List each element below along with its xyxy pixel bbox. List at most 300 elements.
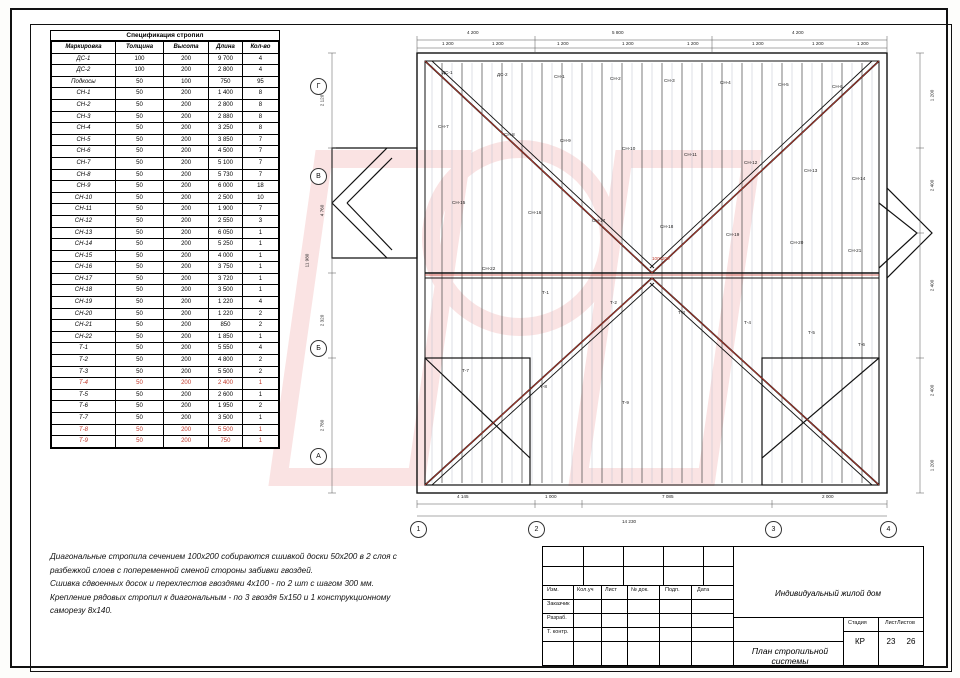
spec-cell: 50	[115, 297, 163, 309]
spec-cell: ДС-1	[52, 53, 116, 65]
dim-top-sub-6: 1 200	[752, 41, 764, 46]
spec-cell: 200	[164, 389, 209, 401]
member-label: СН-5	[778, 82, 789, 87]
spec-cell: СН-22	[52, 331, 116, 343]
table-row	[52, 123, 279, 135]
stamp-col-2	[601, 585, 602, 665]
note-line-1: Диагональные стропила сечением 100х200 собираются сшивкой доски 50х200 в 2 слоя с	[50, 552, 397, 561]
stamp-right-divider-3	[733, 641, 843, 642]
spec-cell: 1	[242, 436, 278, 448]
spec-cell: 50	[115, 378, 163, 390]
specification-table	[50, 30, 280, 449]
spec-cell: 5 500	[209, 424, 243, 436]
spec-cell: СН-1	[52, 88, 116, 100]
spec-cell: 1	[242, 273, 278, 285]
stamp-divider-4	[543, 627, 733, 628]
spec-cell: 1	[242, 262, 278, 274]
table-row	[52, 355, 279, 367]
spec-cell: 750	[209, 76, 243, 88]
stamp-row-developer: Разраб.	[547, 615, 567, 621]
spec-cell: СН-15	[52, 250, 116, 262]
spec-cell: 5 730	[209, 169, 243, 181]
spec-cell: 200	[164, 53, 209, 65]
axis-label-A: А	[310, 448, 327, 465]
roof-framing-plan	[292, 28, 942, 538]
spec-col-length: Длина	[209, 42, 243, 54]
spec-cell: 100	[115, 65, 163, 77]
spec-cell: 50	[115, 134, 163, 146]
stamp-col-1	[573, 585, 574, 665]
spec-cell: 4 500	[209, 146, 243, 158]
spec-cell: 1	[242, 239, 278, 251]
spec-cell: 50	[115, 320, 163, 332]
dim-right-5: 1 200	[929, 459, 935, 472]
spec-cell: 50	[115, 308, 163, 320]
specification-header-row	[52, 42, 279, 54]
spec-cell: 100	[115, 53, 163, 65]
spec-cell: Т-7	[52, 413, 116, 425]
spec-cell: 7	[242, 169, 278, 181]
table-row	[52, 297, 279, 309]
spec-cell: 1	[242, 378, 278, 390]
member-label: СН-1	[554, 74, 565, 79]
dim-bottom-4: 2 000	[822, 494, 834, 499]
table-row	[52, 204, 279, 216]
spec-cell: 5 500	[209, 366, 243, 378]
member-label: СН-19	[726, 232, 740, 237]
spec-cell: 5 550	[209, 343, 243, 355]
table-row	[52, 424, 279, 436]
stamp-label-izm: Изм.	[547, 587, 559, 593]
stamp-row-customer: Заказчик	[547, 601, 570, 607]
table-row	[52, 239, 279, 251]
spec-cell: 50	[115, 273, 163, 285]
member-label: СН-7	[438, 124, 449, 129]
spec-cell: Подкосы	[52, 76, 116, 88]
roof-framing-svg	[292, 28, 942, 538]
spec-cell: 200	[164, 215, 209, 227]
member-label: СН-6	[832, 84, 843, 89]
sheet-frame	[10, 8, 948, 668]
spec-cell: 50	[115, 227, 163, 239]
spec-cell: Т-5	[52, 389, 116, 401]
table-row	[52, 134, 279, 146]
spec-cell: Т-3	[52, 366, 116, 378]
spec-cell: 1 850	[209, 331, 243, 343]
spec-col-height: Высота	[164, 42, 209, 54]
member-label: СН-13	[804, 168, 818, 173]
stamp-row-control: Т. контр.	[547, 629, 569, 635]
spec-cell: 200	[164, 99, 209, 111]
spec-cell: ДС-2	[52, 65, 116, 77]
stamp-label-list: Лист	[605, 587, 617, 593]
spec-cell: 7	[242, 204, 278, 216]
dim-top-sub-1: 1 200	[442, 41, 454, 46]
spec-cell: 50	[115, 215, 163, 227]
table-row	[52, 99, 279, 111]
member-label: СН-11	[684, 152, 697, 157]
spec-cell: 4	[242, 297, 278, 309]
spec-cell: СН-4	[52, 123, 116, 135]
spec-cell: 2	[242, 401, 278, 413]
spec-cell: 50	[115, 169, 163, 181]
member-label: ДС-1	[442, 70, 453, 75]
member-label: СН-10	[622, 146, 636, 151]
spec-cell: 200	[164, 355, 209, 367]
spec-cell: 1	[242, 250, 278, 262]
spec-cell: 1	[242, 389, 278, 401]
spec-cell: СН-7	[52, 157, 116, 169]
table-row	[52, 366, 279, 378]
spec-cell: 2 550	[209, 215, 243, 227]
dim-right-4: 2 400	[929, 384, 935, 397]
table-row	[52, 308, 279, 320]
stamp-label-koluch: Кол.уч	[577, 587, 594, 593]
dim-left-1: 2 120	[319, 94, 325, 107]
spec-cell: 200	[164, 308, 209, 320]
spec-cell: 2 600	[209, 389, 243, 401]
stamp-col-4	[659, 585, 660, 665]
spec-cell: Т-9	[52, 436, 116, 448]
spec-cell: 2 880	[209, 111, 243, 123]
spec-cell: СН-14	[52, 239, 116, 251]
spec-cell: 7	[242, 157, 278, 169]
table-row	[52, 262, 279, 274]
axis-label-2: 2	[528, 521, 545, 538]
title-block	[542, 546, 924, 666]
spec-cell: 200	[164, 273, 209, 285]
member-label: СН-15	[452, 200, 466, 205]
spec-cell: 6 000	[209, 181, 243, 193]
spec-cell: 100	[164, 76, 209, 88]
spec-cell: 200	[164, 343, 209, 355]
spec-cell: 850	[209, 320, 243, 332]
spec-cell: 6 050	[209, 227, 243, 239]
spec-cell: 50	[115, 204, 163, 216]
spec-cell: 18	[242, 181, 278, 193]
stamp-drawing-title: План стропильной системы	[751, 646, 829, 666]
spec-cell: 50	[115, 366, 163, 378]
spec-cell: 50	[115, 413, 163, 425]
table-row	[52, 215, 279, 227]
table-row	[52, 76, 279, 88]
spec-cell: Т-4	[52, 378, 116, 390]
dim-left-2: 4 760	[319, 204, 325, 217]
member-label: Т-7	[462, 368, 469, 373]
specification-caption: Спецификация стропил	[51, 31, 279, 41]
spec-cell: 200	[164, 192, 209, 204]
stamp-label-sheet: Лист	[885, 620, 897, 626]
spec-cell: СН-20	[52, 308, 116, 320]
spec-cell: 3 750	[209, 262, 243, 274]
spec-cell: 200	[164, 88, 209, 100]
stamp-value-sheet: 23	[886, 637, 896, 646]
dim-top-sub-4: 1 200	[622, 41, 634, 46]
spec-cell: 50	[115, 88, 163, 100]
dim-right-2: 2 400	[929, 179, 935, 192]
spec-cell: 50	[115, 123, 163, 135]
dim-bottom-2: 1 000	[545, 494, 557, 499]
spec-cell: Т-2	[52, 355, 116, 367]
spec-cell: 1	[242, 227, 278, 239]
dim-bottom-1: 4 145	[457, 494, 469, 499]
stamp-top-row	[543, 566, 733, 567]
spec-cell: 50	[115, 181, 163, 193]
dim-left-4: 2 780	[319, 419, 325, 432]
spec-cell: 1 950	[209, 401, 243, 413]
spec-cell: 2 800	[209, 99, 243, 111]
stamp-label-stage: Стадия	[848, 620, 867, 626]
spec-cell: 3 500	[209, 413, 243, 425]
spec-cell: 1	[242, 424, 278, 436]
member-label: СН-14	[852, 176, 866, 181]
spec-cell: 8	[242, 88, 278, 100]
axis-label-V: В	[310, 168, 327, 185]
table-row	[52, 192, 279, 204]
table-row	[52, 65, 279, 77]
spec-cell: СН-21	[52, 320, 116, 332]
table-row	[52, 273, 279, 285]
dim-overall-height: 11 980	[304, 253, 310, 268]
spec-cell: 50	[115, 250, 163, 262]
spec-cell: 50	[115, 239, 163, 251]
member-label: СН-20	[790, 240, 804, 245]
stamp-value-stage: КР	[855, 637, 865, 646]
spec-cell: 2	[242, 355, 278, 367]
spec-cell: 2	[242, 366, 278, 378]
stamp-right-divider-1	[733, 617, 923, 618]
notes-block	[50, 550, 520, 618]
spec-cell: СН-12	[52, 215, 116, 227]
spec-cell: 50	[115, 192, 163, 204]
dim-top-sub-3: 1 200	[557, 41, 569, 46]
spec-cell: СН-13	[52, 227, 116, 239]
spec-cell: СН-16	[52, 262, 116, 274]
spec-cell: 50	[115, 389, 163, 401]
member-label: ДС-2	[497, 72, 508, 77]
axis-label-G: Г	[310, 78, 327, 95]
table-row	[52, 436, 279, 448]
spec-cell: 200	[164, 401, 209, 413]
spec-cell: 200	[164, 413, 209, 425]
spec-cell: 200	[164, 436, 209, 448]
member-label: СН-17	[592, 218, 606, 223]
spec-cell: 2	[242, 320, 278, 332]
dim-right-1: 1 200	[929, 89, 935, 102]
dim-right-3: 2 400	[929, 279, 935, 292]
spec-cell: Т-8	[52, 424, 116, 436]
member-label: Т-2	[610, 300, 617, 305]
stamp-label-data: Дата	[697, 587, 710, 593]
spec-cell: 50	[115, 146, 163, 158]
stamp-label-ndok: № док.	[631, 587, 649, 593]
table-row	[52, 378, 279, 390]
spec-cell: 200	[164, 123, 209, 135]
table-row	[52, 401, 279, 413]
spec-col-count: Кол-во	[242, 42, 278, 54]
member-label: Т-4	[744, 320, 751, 325]
dim-top-sub-8: 1 200	[857, 41, 869, 46]
dim-top-3: 4 200	[792, 30, 804, 35]
table-row	[52, 157, 279, 169]
spec-col-thickness: Толщина	[115, 42, 163, 54]
dim-bottom-3: 7 085	[662, 494, 674, 499]
axis-label-3: 3	[765, 521, 782, 538]
spec-cell: СН-9	[52, 181, 116, 193]
spec-cell: 4	[242, 65, 278, 77]
spec-cell: 200	[164, 320, 209, 332]
table-row	[52, 413, 279, 425]
member-label: Т-5	[808, 330, 815, 335]
spec-cell: 200	[164, 331, 209, 343]
member-label: Т-3	[678, 310, 685, 315]
spec-cell: 9 700	[209, 53, 243, 65]
spec-cell: 200	[164, 111, 209, 123]
stamp-value-sheets: 26	[906, 637, 916, 646]
spec-cell: 50	[115, 157, 163, 169]
spec-cell: 95	[242, 76, 278, 88]
spec-cell: 200	[164, 366, 209, 378]
spec-cell: 50	[115, 99, 163, 111]
spec-cell: 3	[242, 215, 278, 227]
spec-cell: СН-17	[52, 273, 116, 285]
stamp-label-podp: Подп.	[665, 587, 680, 593]
spec-cell: 50	[115, 401, 163, 413]
spec-cell: 200	[164, 250, 209, 262]
table-row	[52, 53, 279, 65]
axis-label-B: Б	[310, 340, 327, 357]
spec-cell: 4	[242, 343, 278, 355]
spec-cell: 200	[164, 262, 209, 274]
spec-cell: 8	[242, 123, 278, 135]
note-line-5: саморезу 8х140.	[50, 606, 113, 615]
table-row	[52, 146, 279, 158]
dim-top-1: 4 200	[467, 30, 479, 35]
spec-cell: 4 000	[209, 250, 243, 262]
spec-cell: 1	[242, 331, 278, 343]
axis-label-1: 1	[410, 521, 427, 538]
spec-cell: 200	[164, 297, 209, 309]
member-label: СН-2	[610, 76, 621, 81]
table-row	[52, 181, 279, 193]
spec-cell: 50	[115, 111, 163, 123]
spec-cell: 4 800	[209, 355, 243, 367]
spec-cell: 1 220	[209, 297, 243, 309]
spec-cell: 2 800	[209, 65, 243, 77]
spec-col-mark: Маркировка	[52, 42, 116, 54]
spec-cell: СН-5	[52, 134, 116, 146]
spec-cell: 1 400	[209, 88, 243, 100]
member-label: СН-4	[720, 80, 731, 85]
spec-cell: 1 220	[209, 308, 243, 320]
spec-cell: 200	[164, 65, 209, 77]
spec-cell: 2 400	[209, 378, 243, 390]
spec-cell: 200	[164, 227, 209, 239]
spec-cell: 200	[164, 146, 209, 158]
member-label: СН-22	[482, 266, 496, 271]
member-label: Т-9	[622, 400, 629, 405]
table-row	[52, 285, 279, 297]
stamp-col-3	[627, 585, 628, 665]
spec-cell: 7	[242, 134, 278, 146]
spec-cell: 50	[115, 343, 163, 355]
spec-cell: 200	[164, 285, 209, 297]
spec-cell: 200	[164, 204, 209, 216]
spec-cell: 50	[115, 262, 163, 274]
table-row	[52, 227, 279, 239]
spec-cell: 3 500	[209, 285, 243, 297]
table-row	[52, 343, 279, 355]
member-label: СН-16	[528, 210, 542, 215]
spec-cell: 2 500	[209, 192, 243, 204]
dim-top-sub-5: 1 200	[687, 41, 699, 46]
table-row	[52, 169, 279, 181]
spec-cell: СН-10	[52, 192, 116, 204]
spec-cell: 200	[164, 424, 209, 436]
dim-top-sub-2: 1 200	[492, 41, 504, 46]
spec-cell: СН-3	[52, 111, 116, 123]
spec-cell: СН-11	[52, 204, 116, 216]
member-label: Т-6	[858, 342, 865, 347]
axis-label-4: 4	[880, 521, 897, 538]
spec-cell: 50	[115, 331, 163, 343]
spec-cell: 200	[164, 378, 209, 390]
table-row	[52, 320, 279, 332]
spec-cell: 200	[164, 134, 209, 146]
member-label: СН-3	[664, 78, 675, 83]
member-label: СН-8	[504, 132, 515, 137]
spec-cell: СН-6	[52, 146, 116, 158]
spec-cell: 2	[242, 308, 278, 320]
member-label: СН-9	[560, 138, 571, 143]
table-row	[52, 331, 279, 343]
member-section-note: 100х200	[652, 256, 670, 261]
stamp-label-sheets: Листов	[897, 620, 915, 626]
note-line-3: Сшивка сдвоенных досок и перехлестов гвоздями 4х100 - по 2 шт с шагом 300 мм.	[50, 579, 374, 588]
spec-cell: 200	[164, 169, 209, 181]
member-label: Т-8	[540, 384, 547, 389]
table-row	[52, 88, 279, 100]
spec-cell: 4	[242, 53, 278, 65]
spec-cell: 10	[242, 192, 278, 204]
note-line-4: Крепление рядовых стропил к диагональным - по 3 гвоздя 5х150 и 1 конструкционному	[50, 592, 391, 602]
spec-cell: 3 720	[209, 273, 243, 285]
spec-cell: 200	[164, 157, 209, 169]
member-label: Т-1	[542, 290, 549, 295]
dim-top-2: 5 800	[612, 30, 624, 35]
note-line-2: разбежкой слоев с попеременной сменой стороны забивки гвоздей.	[50, 565, 314, 575]
spec-cell: СН-18	[52, 285, 116, 297]
spec-cell: 50	[115, 436, 163, 448]
dim-left-3: 2 320	[319, 314, 325, 327]
dim-top-sub-7: 1 200	[812, 41, 824, 46]
spec-cell: 1 900	[209, 204, 243, 216]
spec-cell: 50	[115, 355, 163, 367]
table-row	[52, 389, 279, 401]
spec-cell: 200	[164, 239, 209, 251]
spec-cell: СН-19	[52, 297, 116, 309]
table-row	[52, 250, 279, 262]
spec-cell: Т-1	[52, 343, 116, 355]
dim-overall-width: 14 230	[622, 519, 637, 524]
spec-cell: СН-8	[52, 169, 116, 181]
spec-cell: 5 100	[209, 157, 243, 169]
spec-cell: 5 250	[209, 239, 243, 251]
spec-cell: 1	[242, 413, 278, 425]
stamp-divider-vert-1	[733, 547, 734, 665]
spec-cell: 8	[242, 99, 278, 111]
spec-cell: 50	[115, 285, 163, 297]
